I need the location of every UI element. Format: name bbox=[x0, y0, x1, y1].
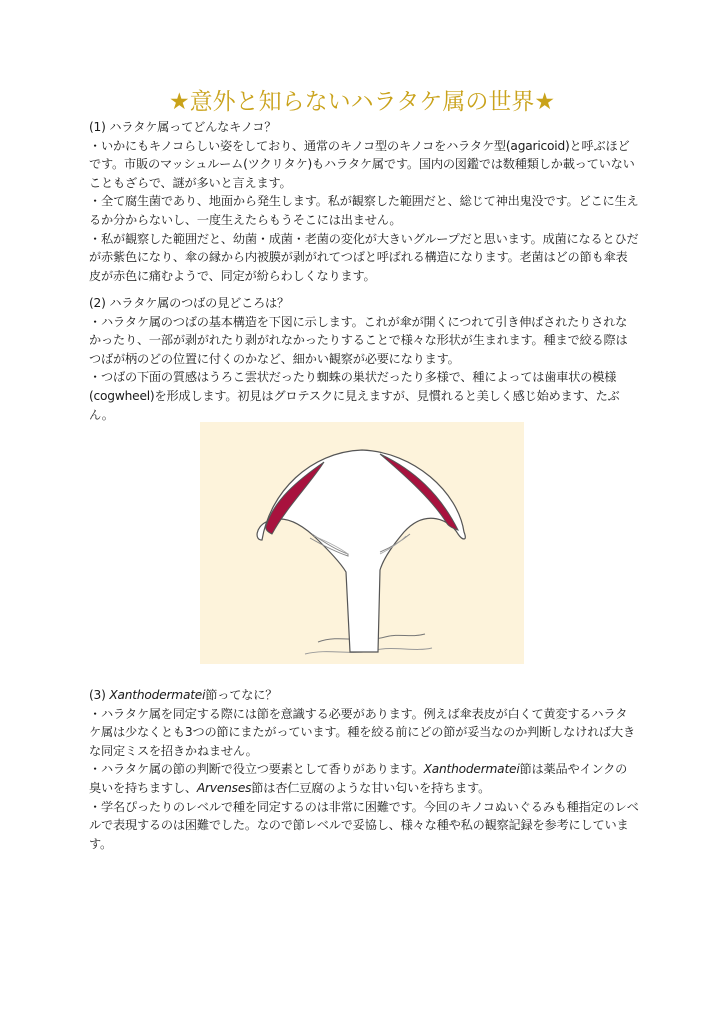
section-name-arvenses: Arvenses bbox=[196, 780, 252, 795]
mushroom-body bbox=[257, 450, 465, 652]
paragraph: ・ハラタケ属のつばの基本構造を下図に示します。これが傘が開くにつれて引き伸ばされたりされなかったり、一部が剥がれたり剥がれなかったりすることで様々な形状が生まれます。種まで絞る際はつばが柄のどの位置に付くのかなど、細かい観察が必要になります。 bbox=[89, 314, 628, 366]
section-name-xanthodermatei: Xanthodermatei bbox=[423, 762, 520, 777]
paragraph-fragment: 節は杏仁豆腐のような甘い匂いを持ちます。 bbox=[251, 780, 491, 795]
paragraph: ・全て腐生菌であり、地面から発生します。私が観察した範囲だと、総じて神出鬼没です。どこに生えるか分からないし、一度生えたらもうそこには出ません。 bbox=[89, 194, 639, 227]
heading-suffix: 節ってなに？ bbox=[205, 688, 278, 702]
section-heading: (2) ハラタケ属のつばの見どころは？ bbox=[89, 296, 290, 310]
section-xanthodermatei bbox=[89, 686, 639, 853]
mushroom-illustration bbox=[200, 422, 524, 664]
section-what-is-agaricus bbox=[89, 118, 639, 285]
section-ring-highlights bbox=[89, 294, 639, 424]
paragraph: ・学名ぴったりのレベルで種を同定するのは非常に困難です。今回のキノコぬいぐるみも種指定のレベルで表現するのは困難でした。なので節レベルで妥協し、様々な種や私の観察記録を参考にしています。 bbox=[89, 799, 639, 851]
paragraph: ・つばの下面の質感はうろこ雲状だったり蜘蛛の巣状だったり多様で、種によっては歯車状の模様(cogwheel)を形成します。初見はグロテスクに見えますが、見慣れると美しく感じ始めます、たぶん。 bbox=[89, 370, 620, 422]
heading-section-name: Xanthodermatei bbox=[109, 688, 206, 702]
page-title: ★意外と知らないハラタケ属の世界★ bbox=[168, 89, 555, 115]
paragraph-fragment: ・ハラタケ属の節の判断で役立つ要素として香りがあります。 bbox=[89, 762, 424, 777]
section-heading bbox=[89, 686, 639, 705]
paragraph: ・ハラタケ属を同定する際には節を意識する必要があります。例えば傘表皮が白くて黄変するハラタケ属は少なくとも3つの節にまたがっています。種を絞る前にどの節が妥当なのか判断しなければ大きな同定ミスを招きかねません。 bbox=[89, 706, 636, 758]
heading-prefix: (3) bbox=[89, 688, 110, 702]
paragraph: ・私が観察した範囲だと、幼菌・成菌・老菌の変化が大きいグループだと思います。成菌になるとひだが赤紫色になり、傘の縁から内被膜が剥がれてつばと呼ばれる構造になります。老菌はどの節も傘表皮が赤色に痛むようで、同定が紛らわしくなります。 bbox=[89, 231, 639, 283]
paragraph bbox=[89, 760, 639, 797]
paragraph: ・いかにもキノコらしい姿をしており、通常のキノコ型のキノコをハラタケ型(agaricoid)と呼ぶほどです。市販のマッシュルーム(ツクリタケ)もハラタケ属です。国内の図鑑では数種類しか載っていないこともざらで、謎が多いと言えます。 bbox=[89, 138, 635, 190]
section-heading: (1) ハラタケ属ってどんなキノコ？ bbox=[89, 120, 277, 134]
mushroom-ring-diagram bbox=[200, 422, 524, 664]
paragraph-fragment: 節は薬品やインクの臭いを持ちますし、 bbox=[89, 762, 628, 795]
